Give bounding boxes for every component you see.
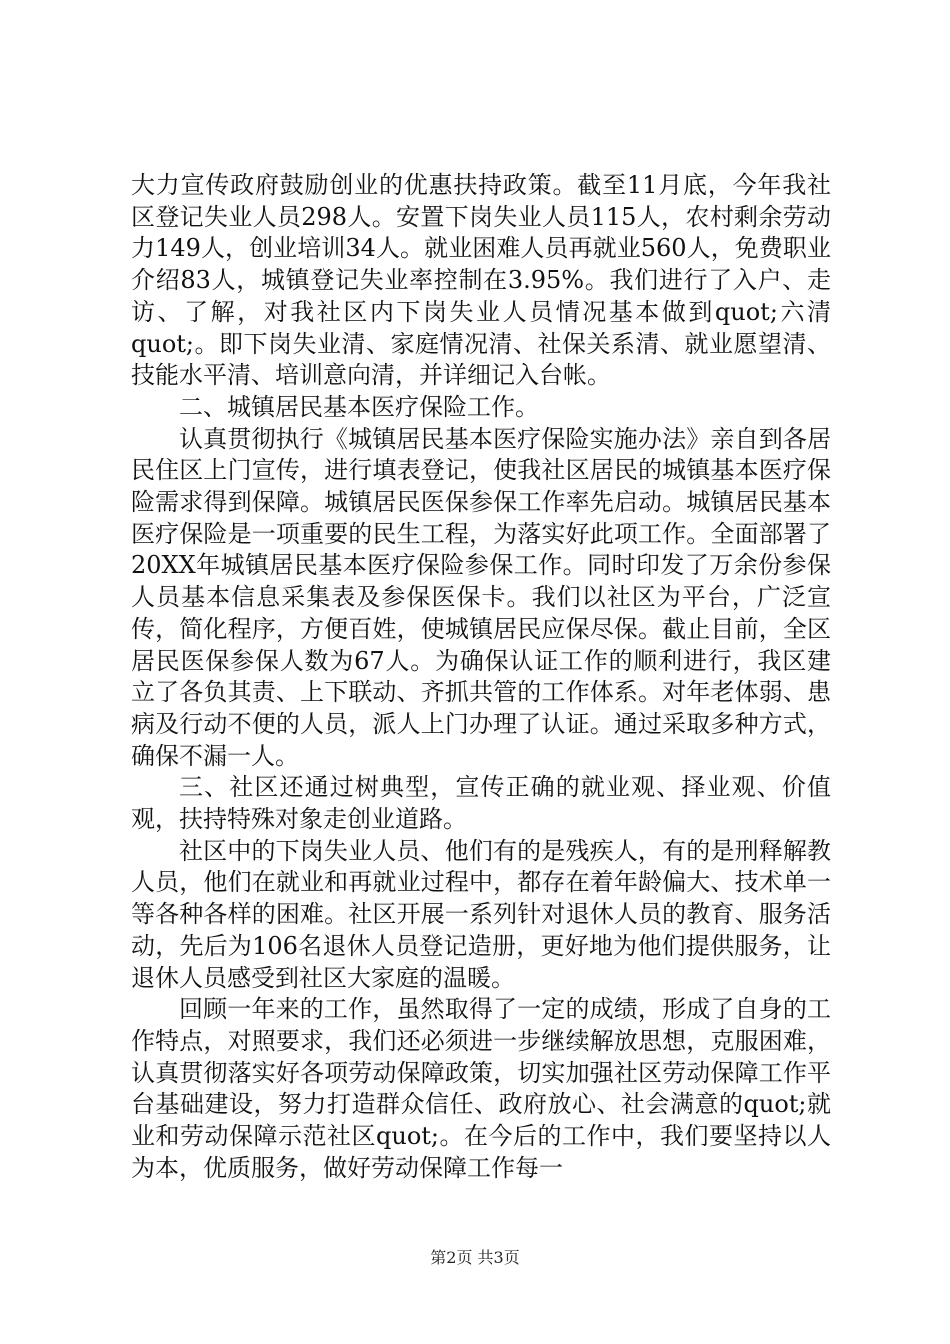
paragraph-6: 回顾一年来的工作，虽然取得了一定的成绩，形成了自身的工作特点，对照要求，我们还必须进一步继续解放思想，克服困难，认真贯彻落实好各项劳动保障政策，切实加强社区劳动保障工作平台基础建设，努力打造群众信任、政府放心、社会满意的quot;就业和劳动保障示范社区quot;。在今后的工作中，我们要坚持以人为本，优质服务，做好劳动保障工作每一 xyxy=(131,995,831,1182)
section-heading-3: 三、社区还通过树典型，宣传正确的就业观、择业观、价值观，扶持特殊对象走创业道路。 xyxy=(131,773,831,834)
document-body xyxy=(131,170,831,1185)
page-footer: 第2页 共3页 xyxy=(430,1248,520,1267)
paragraph-3: 认真贯彻执行《城镇居民基本医疗保险实施办法》亲自到各居民住区上门宣传，进行填表登记，使我社区居民的城镇基本医疗保险需求得到保障。城镇居民医保参保工作率先启动。城镇居民基本医疗保险是一项重要的民生工程，为落实好此项工作。全面部署了20XX年城镇居民基本医疗保险参保工作。同时印发了万余份参保人员基本信息采集表及参保医保卡。我们以社区为平台，广泛宣传，简化程序，方便百姓，使城镇居民应保尽保。截止目前，全区居民医保参保人数为67人。为确保认证工作的顺利进行，我区建立了各负其责、上下联动、齐抓共管的工作体系。对年老体弱、患病及行动不便的人员，派人上门办理了认证。通过采取多种方式，确保不漏一人。 xyxy=(131,424,831,770)
paragraph-5: 社区中的下岗失业人员、他们有的是残疾人，有的是刑释解教人员，他们在就业和再就业过程中，都存在着年龄偏大、技术单一等各种各样的困难。社区开展一系列针对退休人员的教育、服务活动，先后为106名退休人员登记造册，更好地为他们提供服务，让退休人员感受到社区大家庭的温暖。 xyxy=(131,836,831,992)
paragraph-1: 大力宣传政府鼓励创业的优惠扶持政策。截至11月底，今年我社区登记失业人员298人。安置下岗失业人员115人，农村剩余劳动力149人，创业培训34人。就业困难人员再就业560人，免费职业介绍83人，城镇登记失业率控制在3.95%。我们进行了入户、走访、了解，对我社区内下岗失业人员情况基本做到quot;六清quot;。即下岗失业清、家庭情况清、社保关系清、就业愿望清、技能水平清、培训意向清，并详细记入台帐。 xyxy=(131,171,831,390)
section-heading-2: 二、城镇居民基本医疗保险工作。 xyxy=(179,392,539,421)
